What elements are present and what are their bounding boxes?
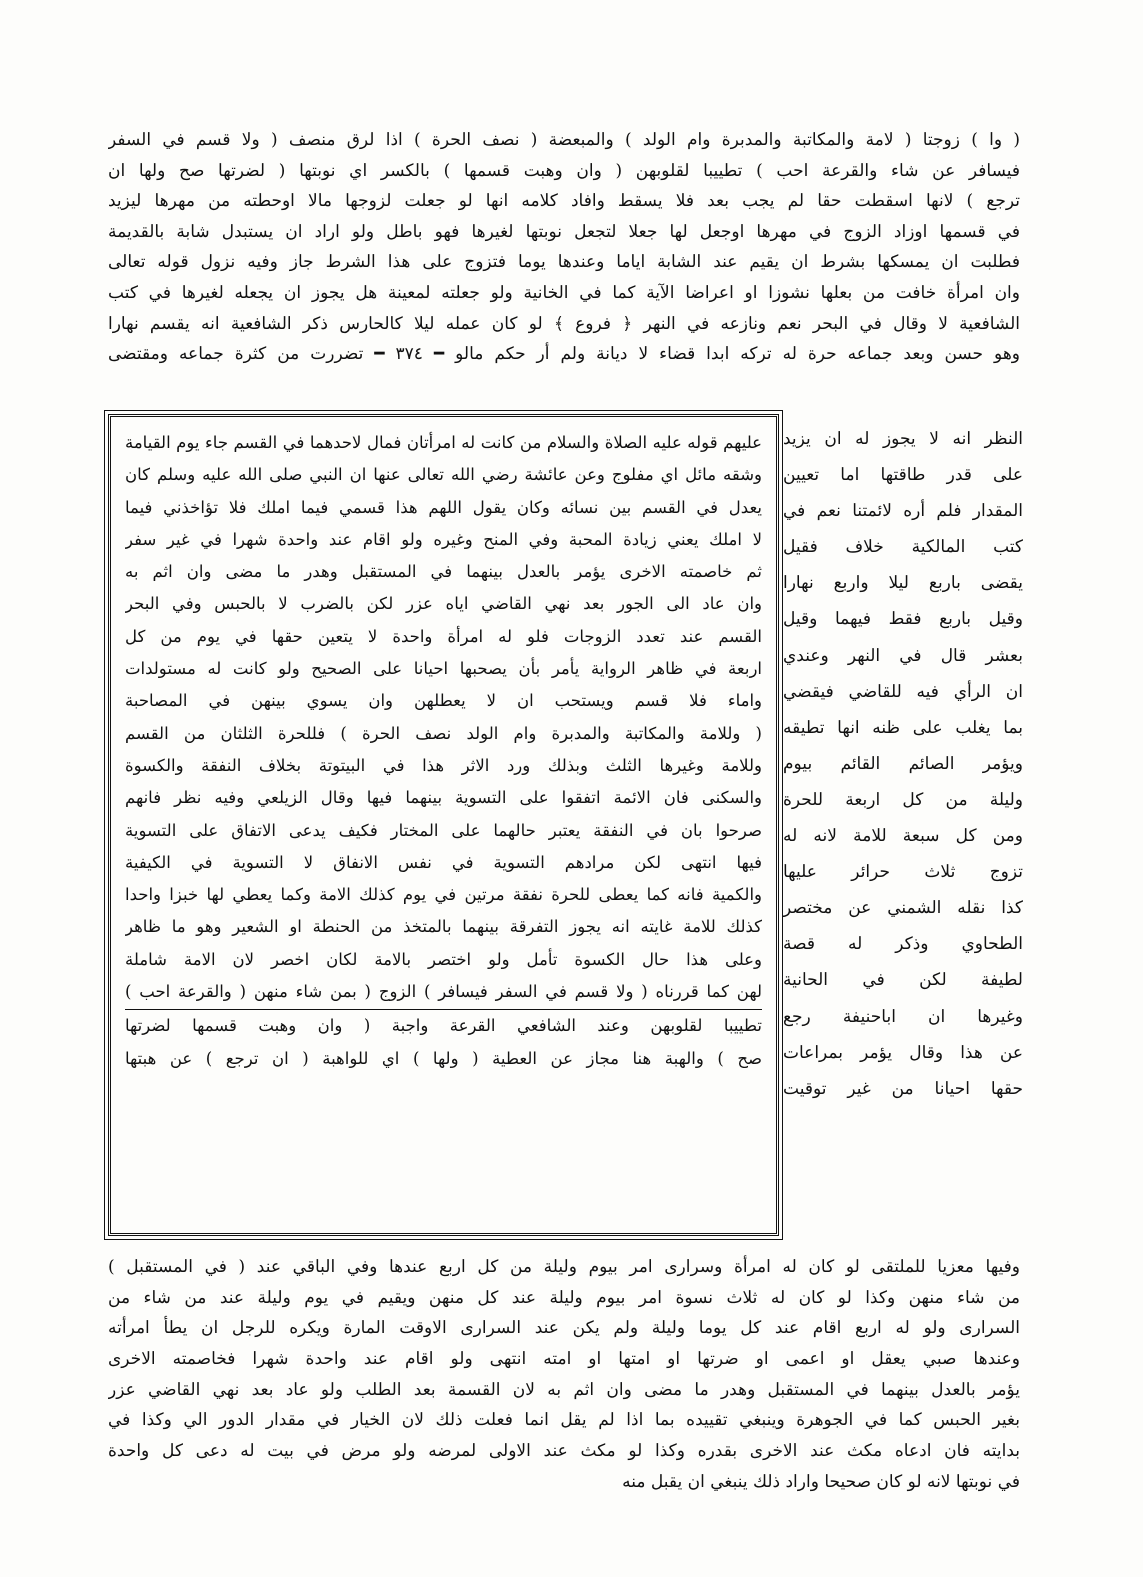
box-line: لهن كما قررناه ( ولا قسم في السفر فيسافر ) الزوج ( بمن شاء منهن ( والقرعة احب )	[125, 982, 762, 1002]
box-line: وعلى هذا حال الكسوة تأمل ولو اختصر بالامة لكان اخصر لان الامة شاملة	[125, 949, 762, 969]
text-line: فيسافر عن شاء والقرعة احب ) تطييبا لقلوبهن ( وان وهبت قسمها ) بالكسر اي نوبتها ( لضرتها صح ولها ان	[108, 160, 1020, 181]
box-line: يعدل في القسم بين نسائه وكان يقول اللهم هذا قسمي فيما املك فلا تؤاخذني فيما	[125, 497, 762, 517]
text-line: من شاء منهن وكذا لو كان له ثلاث نسوة امر بيوم وليلة عند كل منهن ويقيم في يوم وليلة عند من شاء من	[108, 1287, 1020, 1308]
text-line: في نوبتها لانه لو كان صحيحا واراد ذلك ينبغي ان يقبل منه	[622, 1471, 1020, 1492]
text-line: السرارى ولو له اربع اقام عند كل يوما وليلة ولم يكن عند السرارى الاوقت المارة ويكره للرجل ان يطأ امرأته	[108, 1318, 1020, 1339]
side-line: تزوج ثلاث حرائر عليها	[783, 862, 1023, 883]
text-line: بدايته فان ادعاه مكث عند الاخرى بقدره وكذا لو مكث عند الاولى لمرضه ولو مرض في بيت له دعى كل واحدة	[108, 1441, 1020, 1462]
side-line: عن هذا وقال يؤمر بمراعات	[783, 1042, 1023, 1063]
bottom-text-block	[108, 1252, 1020, 1498]
text-line: ( وا ) زوجتا ( لامة والمكاتبة والمدبرة وام الولد ) والمبعضة ( نصف الحرة ) اذا لرق منصف ( ولا قسم في السفر	[108, 130, 1020, 150]
side-line: الطحاوي وذكر له قصة	[783, 934, 1023, 955]
box-line: والكمية فانه كما يعطى للحرة نفقة مرتين في يوم كذلك الامة وكما يعطي لها خبزا واحدا	[125, 885, 762, 905]
side-line: كتب المالكية خلاف فقيل	[783, 537, 1023, 558]
text-line: ترجع ) لانها اسقطت حقا لم يجب بعد فلا يسقط وافاد كلامه انها لو جعلت لزوجها مالا اوحطته من مهرها ليزيد	[108, 191, 1020, 212]
side-line: حقها احيانا من غير توقيت	[783, 1078, 1023, 1099]
box-line: واماء فلا قسم ويستحب ان لا يعطلهن وان يسوي بينهن في المصاحبة	[125, 691, 762, 711]
box-line: صح ) والهبة هنا مجاز عن العطية ( ولها ) اي للواهبة ( ان ترجع ) عن هبتها	[125, 1048, 762, 1068]
box-line: والسكنى فان الائمة اتفقوا على التسوية بينهما فيها وقال الزيلعي وفيه نظر فانهم	[125, 788, 762, 808]
text-line: الشافعية لا وقال في البحر نعم ونازعه في النهر ﴿ فروع ﴾ لو كان عمله ليلا كالحارس ذكر الشافعية انه يقسم نهارا	[108, 313, 1020, 334]
box-line: كذلك للامة غايته انه يجوز التفرقة بينهما بالمتخذ من الحنطة او الشعير وهو ما ظاهر	[125, 917, 762, 937]
text-line: وعندها صبي يعقل او اعمى او ضرتها او امتها او امته انتهى ولو اقام عند واحدة شهرا فخاصمته الاخرى	[108, 1349, 1020, 1370]
side-line: بما يغلب على ظنه انها تطيقه	[783, 717, 1023, 738]
box-line: اربعة في ظاهر الرواية يأمر بأن يصحبها احيانا على الصحيح ولو كانت له مستولدات	[125, 659, 762, 679]
box-line: ( وللامة والمكاتبة والمدبرة وام الولد نصف الحرة ) فللحرة الثلثان من القسم	[125, 723, 762, 743]
text-line: يؤمر بالعدل بينهما في المستقبل وهدر ما مضى وان اثم به لان القسمة بعد الطلب ولو عاد بعد نهي القاضي عزر	[108, 1379, 1020, 1400]
box-line: عليهم قوله عليه الصلاة والسلام من كانت له امرأتان فمال لاحدهما في القسم جاء يوم القيامة	[125, 433, 762, 452]
side-line: النظر انه لا يجوز له ان يزيد	[783, 429, 1023, 449]
box-line: تطييبا لقلوبهن وعند الشافعي القرعة واجبة ( وان وهبت قسمها لضرتها	[125, 1016, 762, 1036]
box-line: فيها انتهى لكن مرادهم التسوية في نفس الانفاق لا التسوية في الكيفية	[125, 852, 762, 872]
text-line: وفيها معزيا للملتقى لو كان له امرأة وسرارى امر بيوم وليلة من كل اربع عندها وفي الباقي عند ( في المستقبل )	[108, 1257, 1020, 1277]
side-line: وقيل باربع فقط فيهما وقيل	[783, 609, 1023, 630]
side-line: كذا نقله الشمني عن مختصر	[783, 898, 1023, 919]
text-line: بغير الحبس كما في الجوهرة وينبغي تقييده بما اذا لم يقل انما فعلت ذلك لان الخيار في مقدار الدور الي وكذا في	[108, 1410, 1020, 1431]
text-line: فطلبت ان يمسكها بشرط ان يقيم عند الشابة اياما وعندها يوما فتزوج على هذا الشرط جاز وفيه نزول قوله تعالى	[108, 252, 1020, 273]
side-line: المقدار فلم أره لائمتنا نعم في	[783, 501, 1023, 522]
box-line: لا املك يعني زيادة المحبة وفي المنح وغيره ولو اقام عند واحدة شهرا في غير سفر	[125, 529, 762, 549]
text-line-with-page-number: وهو حسن وبعد جماعه حرة له تركه ابدا قضاء لا ديانة ولم أر حكم مالو ━ ٣٧٤ ━ تضررت من كثرة جماعه ومقتضى	[108, 344, 1020, 365]
side-line: ان الرأي فيه للقاضي فيقضي	[783, 681, 1023, 702]
box-line: صرحوا بان في النفقة يعتبر حالهما على المختار فكيف يدعى الاتفاق على التسوية	[125, 820, 762, 840]
side-column	[783, 421, 1023, 1107]
side-line: ومن كل سبعة للامة لانه له	[783, 826, 1023, 847]
box-line: وللامة وغيرها الثلث وبذلك ورد الاثر هذا في البيتوتة بخلاف النفقة والكسوة	[125, 755, 762, 775]
side-line: وليلة من كل اربعة للحرة	[783, 789, 1023, 810]
side-line: وغيرها ان اباحنيفة رجع	[783, 1006, 1023, 1027]
text-line: وان امرأة خافت من بعلها نشوزا او اعراضا الآية كما في الخانية ولو جعلته لمعينة هل يجوز ان يجعله لغيرها في كتب	[108, 282, 1020, 303]
side-line: لطيفة لكن في الحانية	[783, 970, 1023, 991]
side-line: بعشر قال في النهر وعندي	[783, 645, 1023, 666]
top-text-block	[108, 125, 1020, 370]
side-line: ويؤمر الصائم القائم بيوم	[783, 753, 1023, 774]
text-line: في قسمها اوزاد الزوج في مهرها اوجعل لها جعلا لتجعل نوبتها لغيرها فهو باطل ولو اراد ان يستبدل شابة بالقديمة	[108, 221, 1020, 242]
side-line: يقضى باربع ليلا واربع نهارا	[783, 573, 1023, 594]
box-line: وشقه مائل اي مفلوج وعن عائشة رضي الله تعالى عنها ان النبي صلى الله عليه وسلم كان	[125, 465, 762, 485]
framed-commentary-box	[108, 414, 779, 1236]
box-line: القسم عند تعدد الزوجات فلو له امرأة واحدة لا يتعين حقها في يوم من كل	[125, 626, 762, 646]
box-line: وان عاد الى الجور بعد نهي القاضي اياه عزر لكن بالضرب لا بالحبس وفي البحر	[125, 594, 762, 614]
side-line: على قدر طاقتها اما تعيين	[783, 465, 1023, 486]
box-line: ثم خاصمته الاخرى يؤمر بالعدل بينهما في المستقبل وهدر ما مضى وان اثم به	[125, 562, 762, 582]
